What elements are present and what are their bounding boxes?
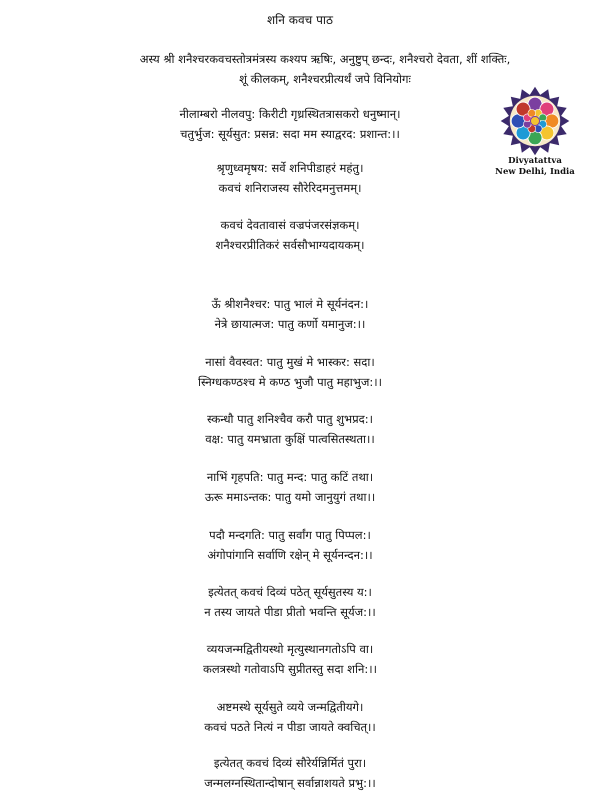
verse-line: अंगोपांगानि सर्वाणि रक्षेन् मे सूर्यनन्दन:।।	[207, 548, 373, 562]
verse-line: कवचं पठते नित्यं न पीडा जायते क्वचित्।।	[204, 720, 376, 734]
verse-line: कवचं शनिराजस्य सौरेरिदमनुत्तमम्।	[218, 181, 362, 195]
stanza	[120, 352, 460, 392]
stanza	[120, 639, 460, 679]
verse-line: ऊरू ममाऽन्तक: पातु यमो जानुयुगं तथा।।	[204, 490, 376, 504]
stanza	[120, 409, 460, 449]
verse-line: जन्मलग्नस्थितान्दोषान् सर्वान्नाशयते प्रभु:।।	[204, 776, 376, 790]
verse-line: कलत्रस्थो गतोवाऽपि सुप्रीतस्तु सदा शनि:।।	[203, 662, 377, 676]
mandala-logo-icon	[500, 86, 570, 156]
verse-line: नासां वैवस्वत: पातु मुखं मे भास्कर: सदा।	[205, 355, 375, 369]
verse-line: कवचं देवतावासं वज्रपंजरसंज्ञकम्।	[220, 218, 360, 232]
verse-line: इत्येतत् कवचं दिव्यं सौरेर्यन्निर्मितं पुरा।	[213, 756, 367, 770]
viniyoga-line: शूं कीलकम्, शनैश्चरप्रीत्यर्थं जपे विनियोगः	[239, 72, 411, 86]
verse-line: नेत्रे छायात्मज: पातु कर्णो यमानुज:।।	[214, 317, 366, 331]
verse-line: ऊँ श्रीशनैश्चर: पातु भालं मे सूर्यनंदन:।	[211, 297, 369, 311]
verse-line: अष्टमस्थे सूर्यसुते व्यये जन्मद्वितीयगे।	[216, 700, 364, 714]
verse-line: इत्येतत् कवचं दिव्यं पठेत् सूर्यसुतस्य य:।	[208, 585, 372, 599]
page-title: शनि कवच पाठ	[267, 13, 333, 27]
stanza	[120, 525, 460, 565]
stanza	[120, 753, 460, 793]
verse-line: नीलाम्बरो नीलवपु: किरीटी गृध्रस्थितत्रासकरो धनुष्मान्।	[179, 107, 401, 121]
viniyoga-paragraph	[95, 49, 555, 89]
divyatattva-logo	[487, 86, 583, 178]
viniyoga-line: अस्य श्री शनैश्चरकवचस्तोत्रमंत्रस्य कश्यप ऋषिः, अनुष्टुप् छन्दः, शनैश्चरो देवता, शीं शक्तिः,	[139, 52, 511, 66]
mandala-center	[530, 116, 539, 125]
verse-line: स्निग्धकण्ठश्च मे कण्ठ भुजौ पातु महाभुज:।।	[198, 375, 382, 389]
verse-line: चतुर्भुज: सूर्यसुत: प्रसन्न: सदा मम स्याद्वरद: प्रशान्त:।।	[180, 127, 400, 141]
stanza	[120, 158, 460, 198]
stanza	[120, 215, 460, 255]
logo-location: New Delhi, India	[495, 167, 575, 177]
logo-brand-name: Divyatattva	[508, 156, 562, 166]
stanza	[120, 104, 460, 144]
verse-line: शनैश्चरप्रीतिकरं सर्वसौभाग्यदायकम्।	[215, 238, 365, 252]
stanza	[120, 582, 460, 622]
verse-line: श्रृणुध्वमृषय: सर्वे शनिपीडाहरं महंतु।	[216, 161, 364, 175]
stanza	[120, 294, 460, 334]
verse-line: न तस्य जायते पीडा प्रीतो भवन्ति सूर्यज:।।	[204, 605, 376, 619]
verse-line: पदौ मन्दगति: पातु सर्वांग पातु पिप्पल:।	[209, 528, 371, 542]
stanza	[120, 467, 460, 507]
verse-line: नाभिं गृहपति: पातु मन्द: पातु कटिं तथा।	[206, 470, 374, 484]
stanza	[120, 697, 460, 737]
verse-line: वक्ष: पातु यमभ्राता कुक्षिं पात्वसितस्थता।।	[205, 432, 375, 446]
verse-line: स्कन्धौ पातु शनिश्चैव करौ पातु शुभप्रद:।	[206, 412, 373, 426]
mandala-inner-petal	[528, 109, 536, 117]
verse-line: व्ययजन्मद्वितीयस्थो मृत्युस्थानगतोऽपि वा।	[206, 642, 374, 656]
